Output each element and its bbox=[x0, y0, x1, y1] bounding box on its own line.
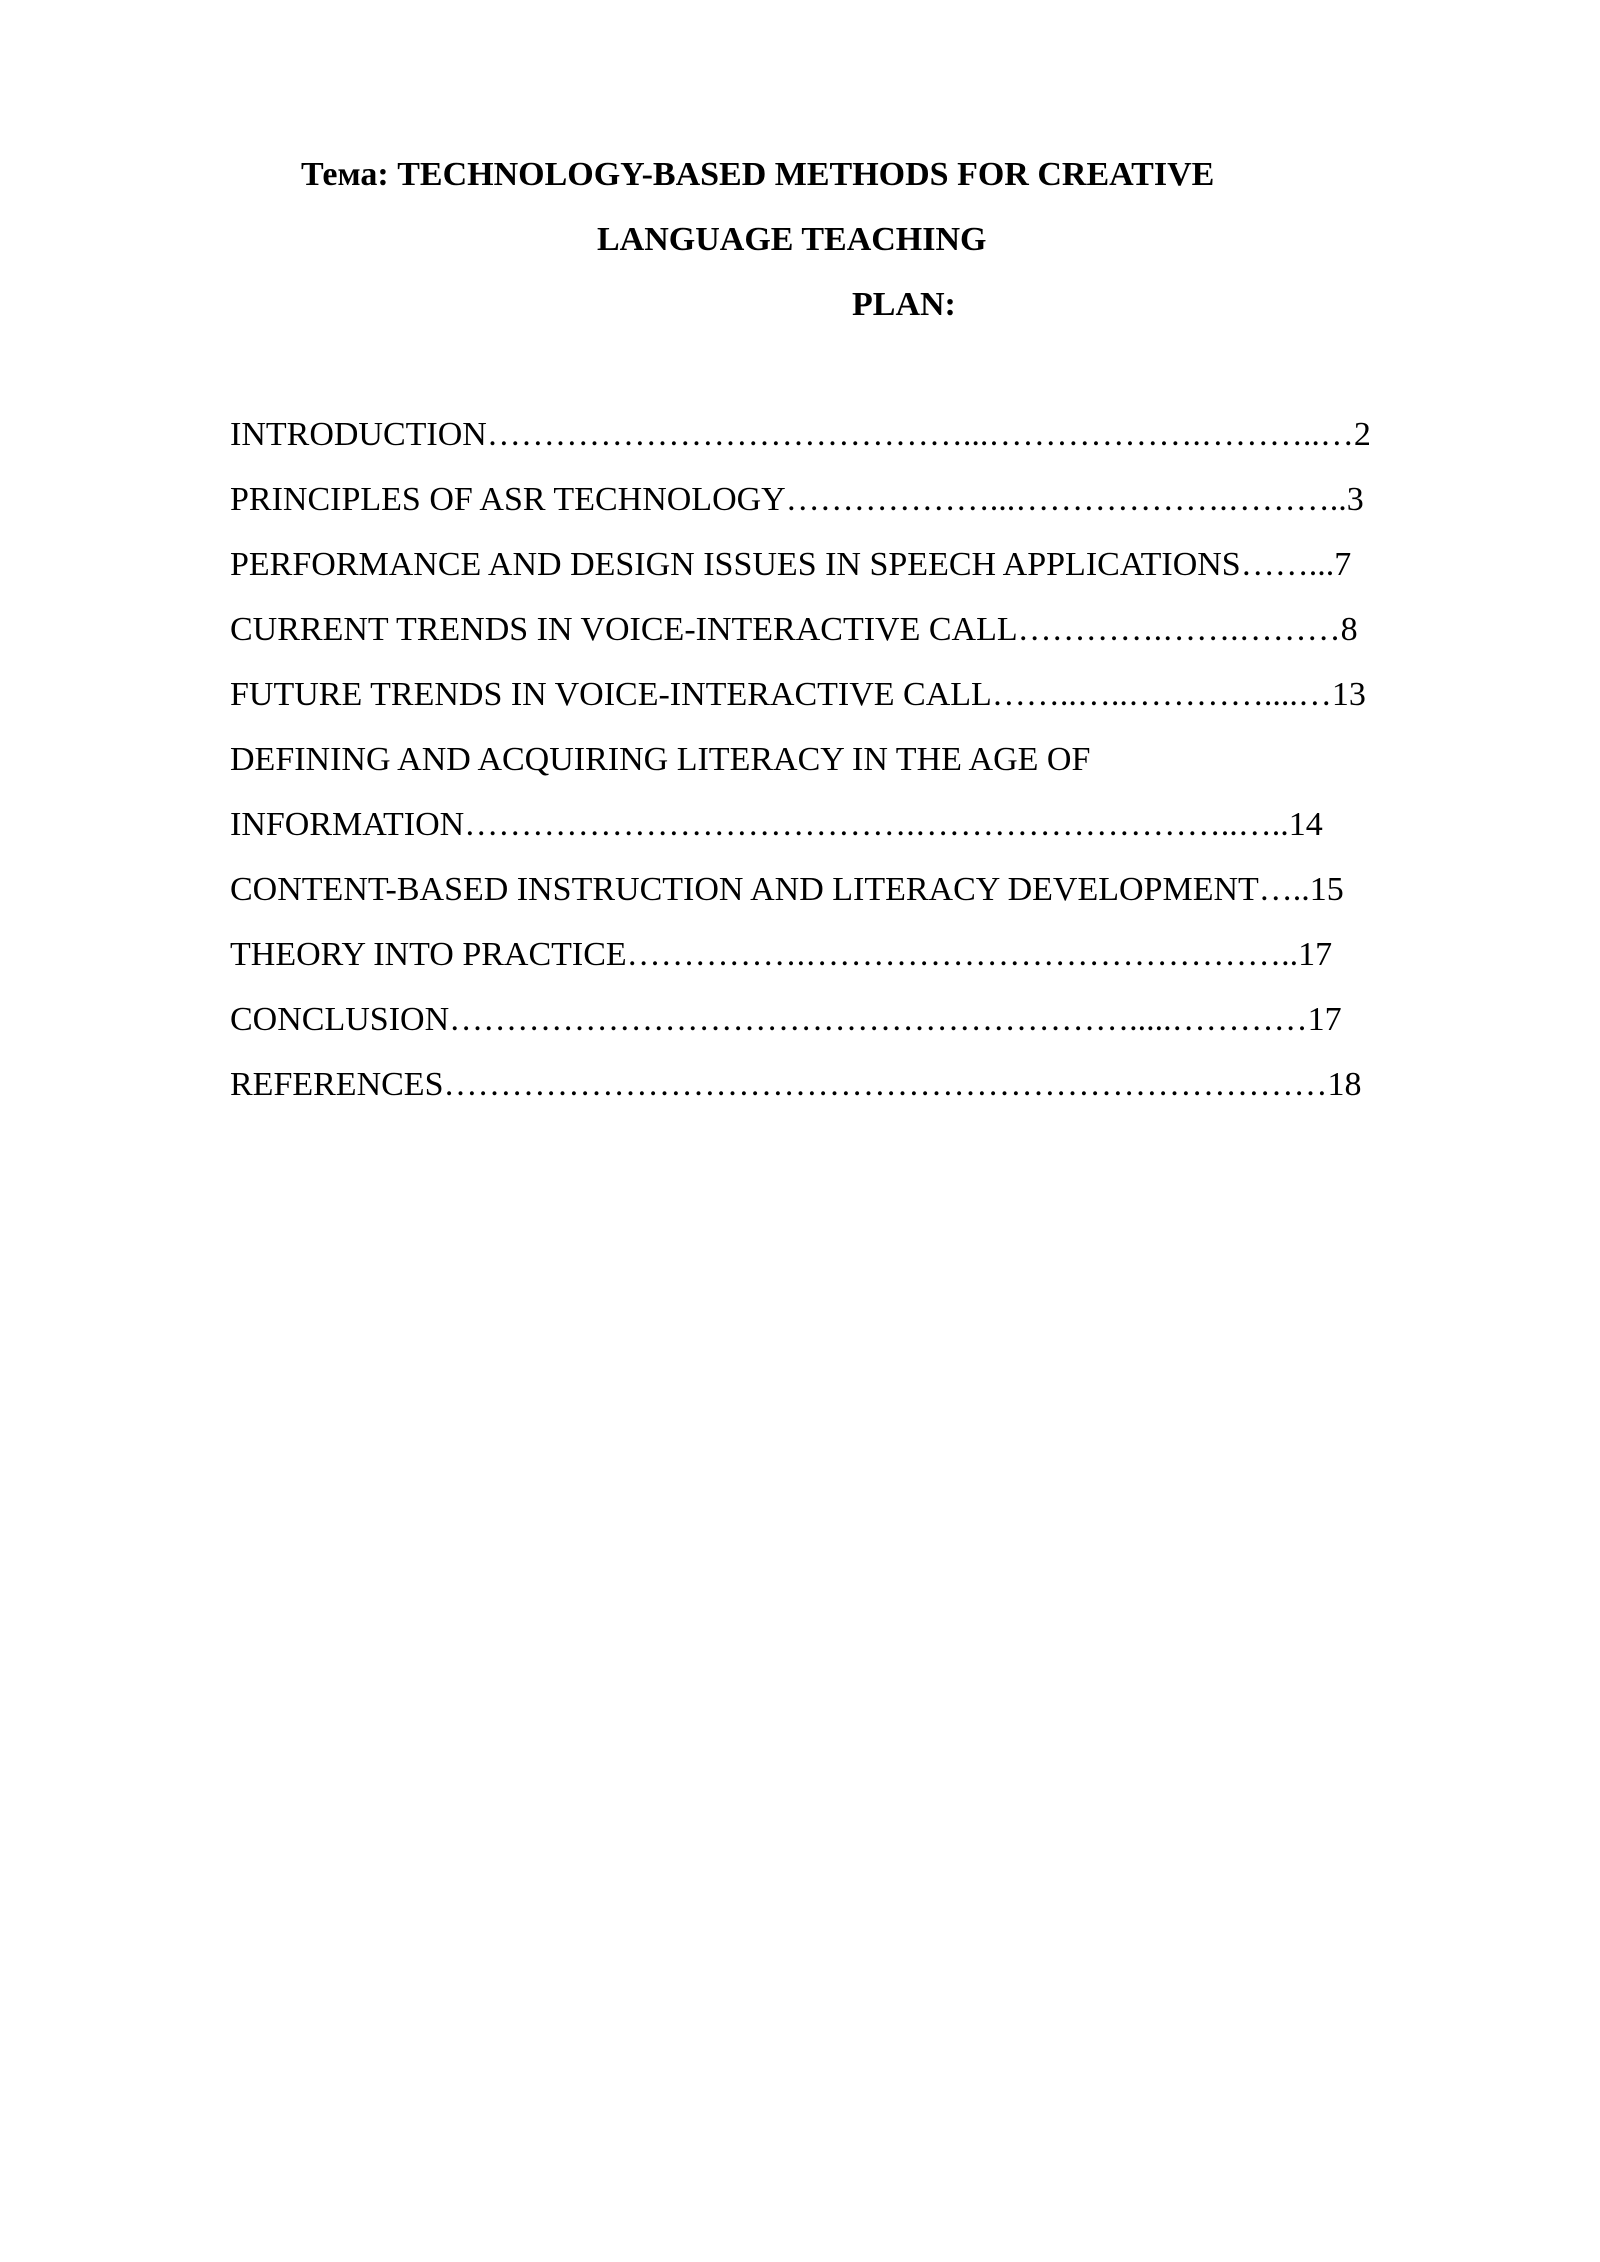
toc-entry-performance-design: PERFORMANCE AND DESIGN ISSUES IN SPEECH APPLICATIONS……...7 bbox=[230, 546, 1352, 583]
toc-entry-introduction: INTRODUCTION……………………………………...……………….………..…2 bbox=[230, 416, 1371, 453]
toc-entry-defining-literacy: DEFINING AND ACQUIRING LITERACY IN THE AGE OF bbox=[230, 741, 1091, 778]
toc-entry-references: REFERENCES……………………………………………………………………18 bbox=[230, 1066, 1362, 1103]
title-line-1: Тема: TECHNOLOGY-BASED METHODS FOR CREATIVE bbox=[301, 156, 1215, 193]
title-line-2: LANGUAGE TEACHING bbox=[597, 221, 987, 258]
toc-entry-principles-asr: PRINCIPLES OF ASR TECHNOLOGY………………...……………….………..3 bbox=[230, 481, 1364, 518]
toc-entry-future-trends: FUTURE TRENDS IN VOICE-INTERACTIVE CALL……..…..…………....…13 bbox=[230, 676, 1366, 713]
toc-entry-current-trends: CURRENT TRENDS IN VOICE-INTERACTIVE CALL………….…….………8 bbox=[230, 611, 1358, 648]
table-of-contents bbox=[230, 0, 1530, 1200]
toc-entry-content-based: CONTENT-BASED INSTRUCTION AND LITERACY DEVELOPMENT…..15 bbox=[230, 871, 1344, 908]
plan-heading: PLAN: bbox=[852, 286, 956, 323]
toc-entry-conclusion: CONCLUSION…………………………………………………….....…………17 bbox=[230, 1001, 1342, 1038]
toc-entry-theory-practice: THEORY INTO PRACTICE…………….……………………………………..17 bbox=[230, 936, 1333, 973]
toc-entry-information: INFORMATION………………………………….………………………..…..14 bbox=[230, 806, 1323, 843]
